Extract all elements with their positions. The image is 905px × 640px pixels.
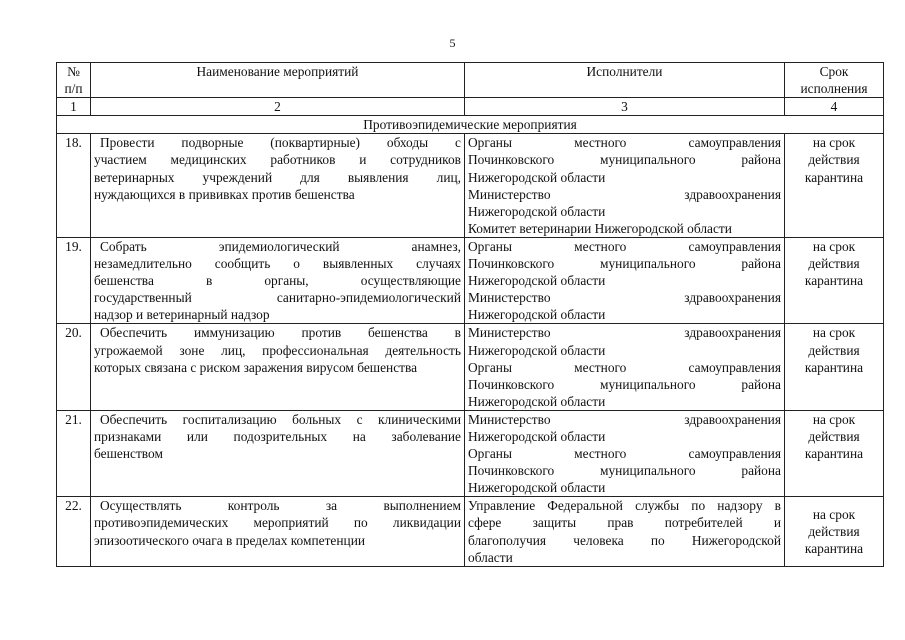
executor-line: Нижегородской области <box>468 203 606 219</box>
table-row <box>57 324 884 410</box>
executor-line: Нижегородской области <box>468 169 606 185</box>
executors <box>465 134 785 238</box>
deadline-line: действия <box>808 428 860 444</box>
deadline-line: карантина <box>804 273 864 289</box>
executor-line: Нижегородской области <box>468 307 606 323</box>
page-number: 5 <box>449 36 456 50</box>
row-number: 22. <box>57 497 91 566</box>
executor-line: Министерство здравоохранения <box>468 411 781 427</box>
deadline-line: действия <box>808 256 860 272</box>
measure-line: Осуществлять контроль за выполнением <box>100 498 461 514</box>
executor-line: Починковского муниципального района <box>468 463 781 479</box>
executor-line: Нижегородской области <box>468 480 606 496</box>
measure-line: Собрать эпидемиологический анамнез, <box>100 238 461 254</box>
measures-table <box>56 62 884 567</box>
measure-line: Провести подворные (поквартирные) обходы с <box>100 135 461 151</box>
executor-line: Министерство здравоохранения <box>468 186 781 202</box>
table-row <box>57 497 884 566</box>
measure-line: бешенством <box>94 446 163 462</box>
column-number-row <box>57 98 884 116</box>
deadline <box>785 237 884 323</box>
measure-line: ветеринарных учреждений для выявления лиц, <box>94 169 461 185</box>
header-deadline <box>785 63 884 98</box>
measure-description <box>91 324 465 410</box>
measure-line: нуждающихся в прививках против бешенства <box>94 186 355 202</box>
executor-line: Нижегородской области <box>468 393 606 409</box>
deadline-line: карантина <box>804 169 864 185</box>
executor-line: Нижегородской области <box>468 428 606 444</box>
executor-line: Органы местного самоуправления <box>468 135 781 151</box>
measure-description <box>91 497 465 566</box>
deadline-line: действия <box>808 342 860 358</box>
deadline-line: на срок <box>812 411 856 427</box>
row-number: 18. <box>57 134 91 238</box>
table-header-row <box>57 63 884 98</box>
executors <box>465 324 785 410</box>
column-number: 2 <box>91 98 465 116</box>
executor-line: Органы местного самоуправления <box>468 359 781 375</box>
measure-line: государственный санитарно-эпидемиологический <box>94 290 461 306</box>
header-deadline-line2: исполнения <box>800 81 868 97</box>
deadline-line: карантина <box>804 541 864 557</box>
executor-line: Починковского муниципального района <box>468 256 781 272</box>
deadline-line: на срок <box>812 325 856 341</box>
measure-line: угрожаемой зоне лиц, профессиональная деятельность <box>94 342 461 358</box>
measure-line: эпизоотического очага в пределах компетенции <box>94 532 366 548</box>
deadline-line: карантина <box>804 446 864 462</box>
table-row <box>57 237 884 323</box>
deadline-line: действия <box>808 152 860 168</box>
deadline-line: карантина <box>804 359 864 375</box>
header-number-line1: № <box>67 64 80 79</box>
column-number: 3 <box>465 98 785 116</box>
measure-line: признаками или подозрительных на заболевание <box>94 428 461 444</box>
executor-line: Починковского муниципального района <box>468 376 781 392</box>
header-executors: Исполнители <box>465 63 785 98</box>
executor-line: Починковского муниципального района <box>468 152 781 168</box>
executor-line: Нижегородской области <box>468 273 606 289</box>
deadline <box>785 410 884 496</box>
measure-description <box>91 410 465 496</box>
header-number-line2: п/п <box>64 81 83 97</box>
row-number: 21. <box>57 410 91 496</box>
deadline-line: на срок <box>812 506 856 522</box>
section-title: Противоэпидемические мероприятия <box>57 116 884 134</box>
section-row <box>57 116 884 134</box>
deadline-line: на срок <box>812 238 856 254</box>
measure-line: надзор и ветеринарный надзор <box>94 307 270 323</box>
row-number: 19. <box>57 237 91 323</box>
measure-line: незамедлительно сообщить о выявленных случаях <box>94 256 461 272</box>
executor-line: сфере защиты прав потребителей и <box>468 515 781 531</box>
executor-line: области <box>468 549 513 565</box>
executor-line: Нижегородской области <box>468 342 606 358</box>
deadline <box>785 134 884 238</box>
deadline-line: действия <box>808 523 860 539</box>
executors <box>465 237 785 323</box>
measure-line: бешенства в органы, осуществляющие <box>94 273 461 289</box>
measure-description <box>91 237 465 323</box>
deadline <box>785 497 884 566</box>
executor-line: Комитет ветеринарии Нижегородской области <box>468 220 732 236</box>
header-measures: Наименование мероприятий <box>91 63 465 98</box>
measure-line: противоэпидемических мероприятий по ликвидации <box>94 515 461 531</box>
executor-line: Министерство здравоохранения <box>468 325 781 341</box>
measure-line: Обеспечить иммунизацию против бешенства в <box>100 325 461 341</box>
executors <box>465 410 785 496</box>
table-row <box>57 134 884 238</box>
table-row <box>57 410 884 496</box>
executor-line: Органы местного самоуправления <box>468 238 781 254</box>
measure-line: участием медицинских работников и сотрудников <box>94 152 461 168</box>
measure-line: Обеспечить госпитализацию больных с клиническими <box>100 411 461 427</box>
column-number: 1 <box>57 98 91 116</box>
executor-line: Министерство здравоохранения <box>468 290 781 306</box>
header-number <box>57 63 91 98</box>
executors <box>465 497 785 566</box>
deadline <box>785 324 884 410</box>
executor-line: благополучия человека по Нижегородской <box>468 532 781 548</box>
executor-line: Органы местного самоуправления <box>468 446 781 462</box>
header-deadline-line1: Срок <box>819 64 849 79</box>
deadline-line: на срок <box>812 135 856 151</box>
row-number: 20. <box>57 324 91 410</box>
executor-line: Управление Федеральной службы по надзору в <box>468 498 781 514</box>
measure-line: которых связана с риском заражения вирусом бешенства <box>94 359 418 375</box>
measure-description <box>91 134 465 238</box>
column-number: 4 <box>785 98 884 116</box>
